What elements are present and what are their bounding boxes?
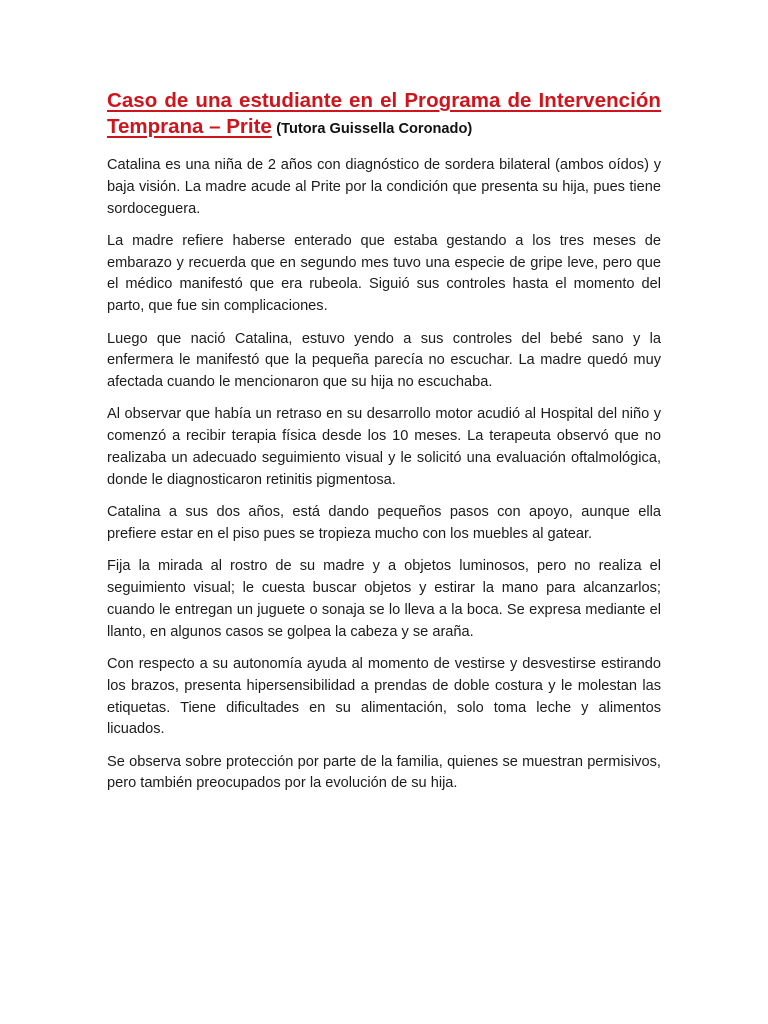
paragraph-5: Catalina a sus dos años, está dando pequeños pasos con apoyo, aunque ella prefiere estar en el piso pues se tropieza mucho con los muebles al gatear. bbox=[107, 504, 661, 542]
paragraph-8: Se observa sobre protección por parte de la familia, quienes se muestran permisivos, pero también preocupados por la evolución de su hija. bbox=[107, 753, 661, 792]
title-line-2-wrapper bbox=[107, 114, 661, 142]
paragraph-1: Catalina es una niña de 2 años con diagnóstico de sordera bilateral (ambos oídos) y baja visión. La madre acude al Prite por la condición que presenta su hija, pues tiene sordoceguera. bbox=[107, 157, 661, 217]
title-line-1: Caso de una estudiante en el Programa de Intervención bbox=[107, 89, 661, 112]
paragraph-7: Con respecto a su autonomía ayuda al momento de vestirse y desvestirse estirando los brazos, presenta hipersensibilidad a prendas de doble costura y le molestan las etiquetas. Tiene dificultades en su alimentación, solo toma leche y alimentos licuados. bbox=[107, 655, 661, 738]
paragraph-2: La madre refiere haberse enterado que estaba gestando a los tres meses de embarazo y recuerda que en segundo mes tuvo una especie de gripe leve, pero que el médico manifestó que era rubeola. Siguió sus controles hasta el momento del parto, que fue sin complicaciones. bbox=[107, 232, 661, 315]
document-page bbox=[107, 88, 661, 806]
title-line-2: Temprana – Prite bbox=[107, 115, 272, 138]
paragraph-6: Fija la mirada al rostro de su madre y a objetos luminosos, pero no realiza el seguimiento visual; le cuesta buscar objetos y estirar la mano para alcanzarlos; cuando le entregan un juguete o sonaja se lo lleva a la boca. Se expresa mediante el llanto, en algunos casos se golpea la cabeza y se araña. bbox=[107, 558, 661, 640]
paragraph-3: Luego que nació Catalina, estuvo yendo a sus controles del bebé sano y la enfermera le manifestó que la pequeña parecía no escuchar. La madre quedó muy afectada cuando le mencionaron que su hija no escuchaba. bbox=[107, 330, 661, 391]
tutor-credit: (Tutora Guissella Coronado) bbox=[276, 121, 473, 137]
paragraph-4: Al observar que había un retraso en su desarrollo motor acudió al Hospital del niño y comenzó a recibir terapia física desde los 10 meses. La terapeuta observó que no realizaba un adecuado seguimiento visual y le solicitó una evaluación oftalmológica, donde le diagnosticaron retinitis pigmentosa. bbox=[107, 406, 661, 488]
document-title bbox=[107, 88, 661, 142]
